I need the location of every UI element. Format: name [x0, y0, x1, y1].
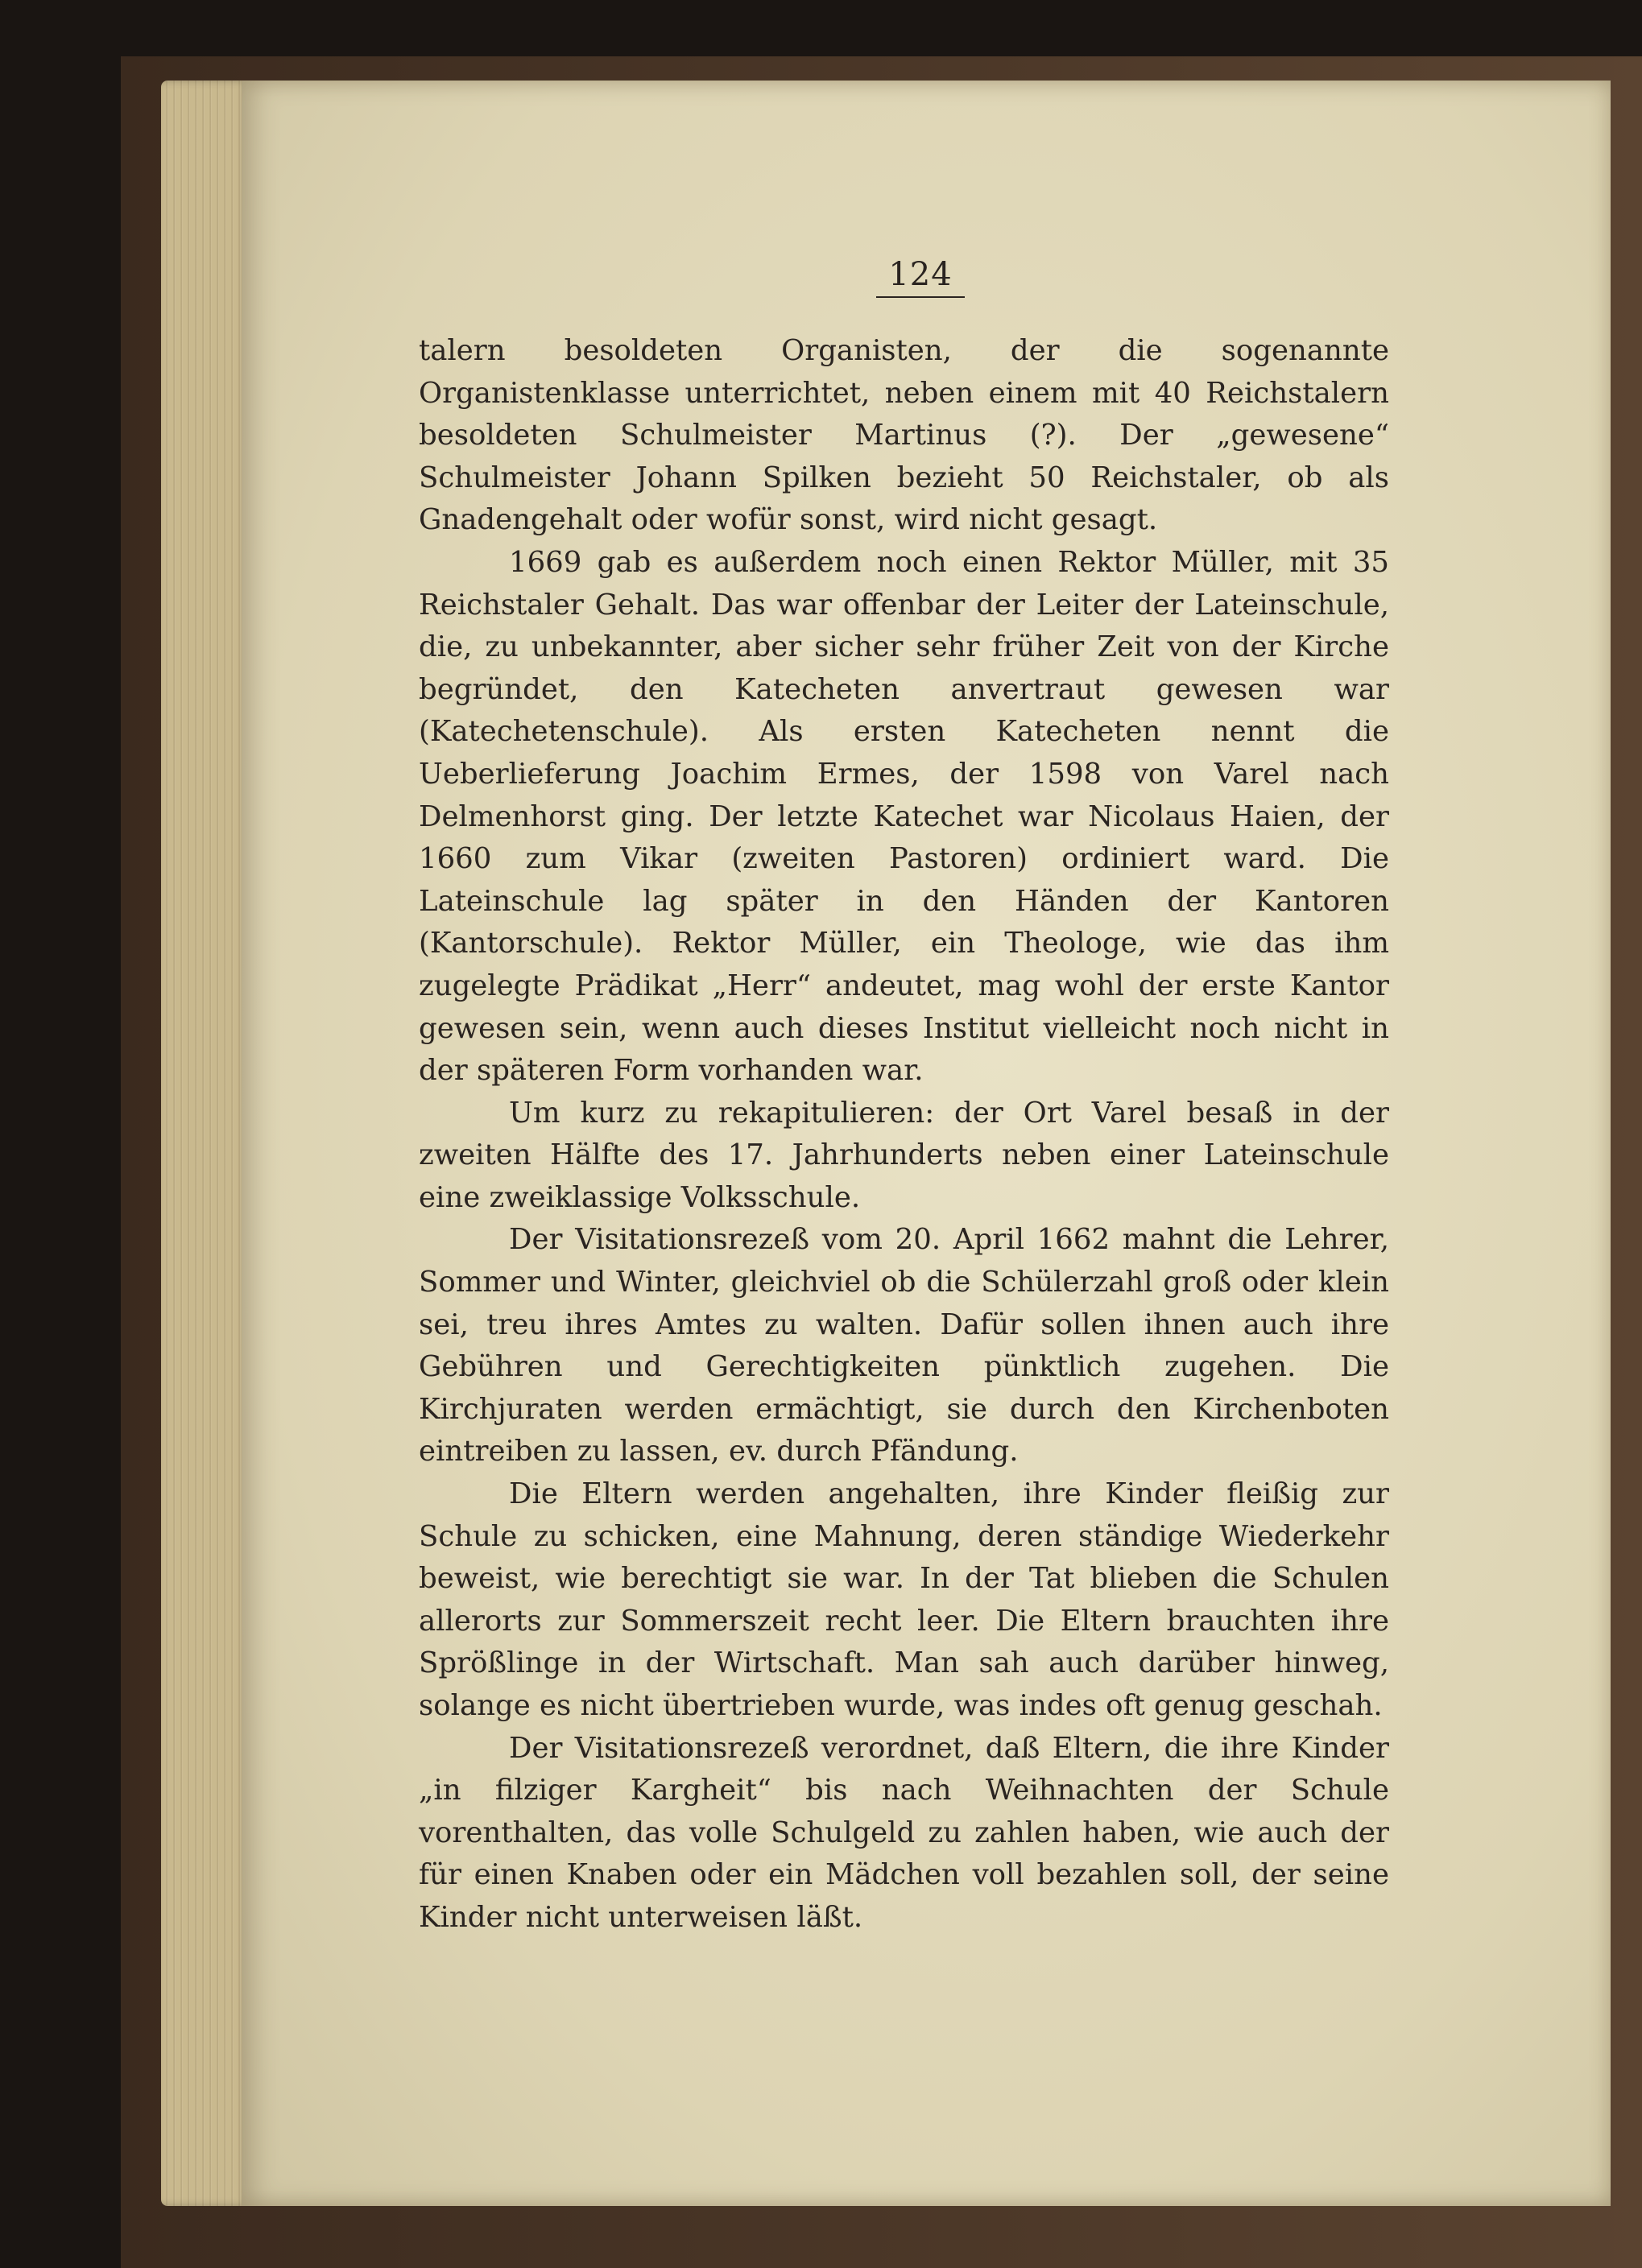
paragraph: Um kurz zu rekapitulieren: der Ort Varel besaß in der zweiten Hälfte des 17. Jahrhunderts neben einer Lateinschule eine zweiklassige Volksschule. — [419, 1096, 1389, 1214]
paragraph: 1669 gab es außerdem noch einen Rektor Müller, mit 35 Reichstaler Gehalt. Das war offenbar der Leiter der Lateinschule, die, zu unbekannter, aber sicher sehr früher Zeit von der Kirche begründet, den Katecheten anvertraut gewesen war (Katechetenschule). Als ersten Katecheten nennt die Ueberlieferung Joachim Ermes, der 1598 von Varel nach Delmenhorst ging. Der letzte Katechet war Nicolaus Haien, der 1660 zum Vikar (zweiten Pastoren) ordiniert ward. Die Lateinschule lag später in den Händen der Kantoren (Kantorschule). Rektor Müller, ein Theologe, wie das ihm zugelegte Prädikat „Herr“ andeutet, mag wohl der erste Kantor gewesen sein, wenn auch dieses Institut vielleicht noch nicht in der späteren Form vorhanden war. — [419, 545, 1389, 1088]
paragraph: Der Visitationsrezeß vom 20. April 1662 mahnt die Lehrer, Sommer und Winter, gleichviel ob die Schülerzahl groß oder klein sei, treu ihres Amtes zu walten. Dafür sollen ihnen auch ihre Gebühren und Gerechtigkeiten pünktlich zugehen. Die Kirchjuraten werden ermächtigt, sie durch den Kirchenboten eintreiben zu lassen, ev. durch Pfändung. — [419, 1223, 1389, 1469]
paragraph: Der Visitationsrezeß verordnet, daß Eltern, die ihre Kinder „in filziger Kargheit“ bis nach Weihnachten der Schule vorenthalten, das volle Schulgeld zu zahlen haben, wie auch der für einen Knaben oder ein Mädchen voll bezahlen soll, der seine Kinder nicht unterweisen läßt. — [419, 1731, 1389, 1934]
page-number: 124 — [876, 256, 965, 298]
body-text — [419, 330, 1389, 1940]
paragraph: Die Eltern werden angehalten, ihre Kinder fleißig zur Schule zu schicken, eine Mahnung, deren ständige Wiederkehr beweist, wie berechtigt sie war. In der Tat blieben die Schulen allerorts zur Sommerszeit recht leer. Die Eltern brauchten ihre Sprößlinge in der Wirtschaft. Man sah auch darüber hinweg, solange es nicht übertrieben wurde, was indes oft genug geschah. — [419, 1477, 1389, 1722]
paragraph: talern besoldeten Organisten, der die sogenannte Organistenklasse unterrichtet, neben einem mit 40 Reichstalern besoldeten Schulmeister Martinus (?). Der „gewesene“ Schulmeister Johann Spilken bezieht 50 Reichstaler, ob als Gnadengehalt oder wofür sonst, wird nicht gesagt. — [419, 334, 1389, 537]
page-edges — [161, 81, 250, 2206]
